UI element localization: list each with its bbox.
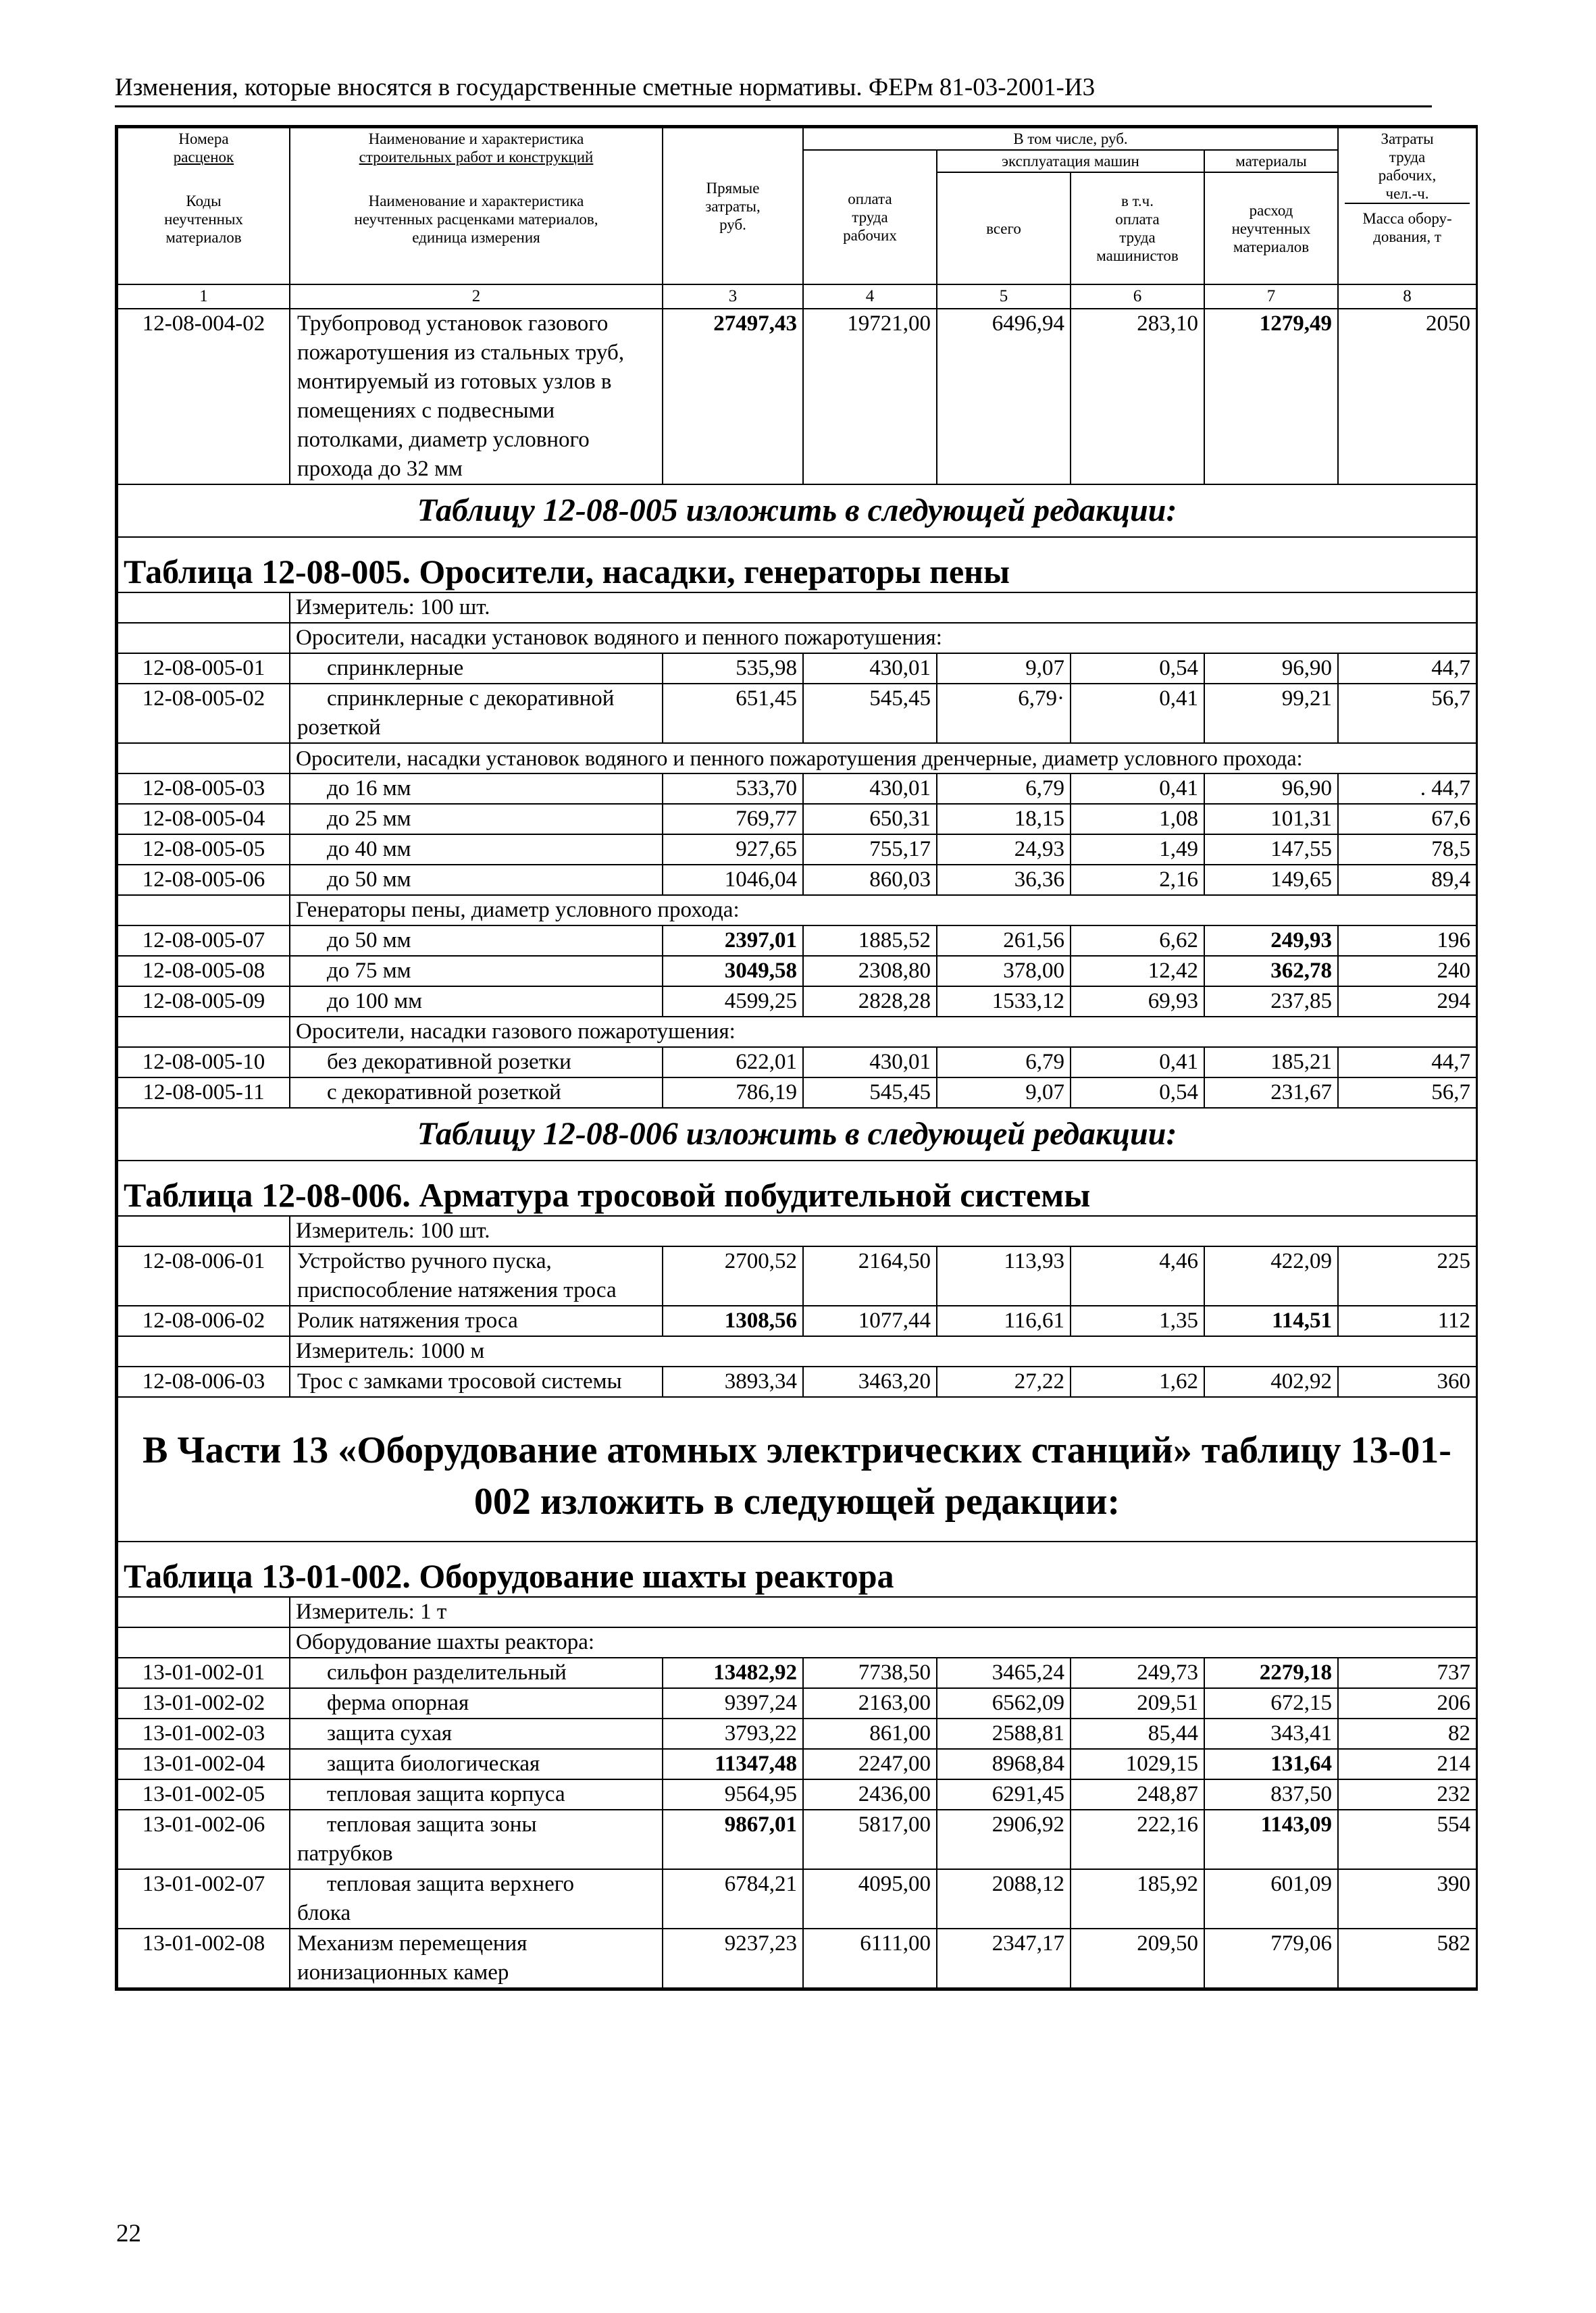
col8-top-line4: чел.-ч. — [1345, 184, 1470, 204]
col6-line1: в т.ч. — [1121, 193, 1154, 209]
labor-pay: 860,03 — [803, 865, 937, 895]
table-row — [118, 653, 1476, 684]
row-name: без декоративной розетки — [290, 1047, 663, 1077]
col1-header — [118, 128, 290, 284]
part-13-instruction — [118, 1397, 1476, 1542]
part-13-line1: В Части 13 «Оборудование атомных электрических станций» таблицу 13-01- — [143, 1429, 1451, 1471]
machines-total: 261,56 — [937, 925, 1071, 956]
table-row — [118, 684, 1476, 743]
col7-line2: неучтенных — [1231, 220, 1311, 237]
col2-bot-line3: единица измерения — [412, 229, 540, 246]
direct-costs: 3049,58 — [663, 956, 803, 986]
row-name-line: Устройство ручного пуска, — [297, 1249, 552, 1273]
unit-006-1: Измеритель: 100 шт. — [290, 1216, 1476, 1246]
row-code: 12-08-005-04 — [118, 804, 290, 834]
row-name-line: блока — [297, 1901, 351, 1925]
direct-costs: 2700,52 — [663, 1246, 803, 1306]
col2-header — [290, 128, 663, 284]
materials: 114,51 — [1204, 1306, 1338, 1336]
table-row — [118, 1929, 1476, 1988]
labor-pay: 1885,52 — [803, 925, 937, 956]
row-name: защита сухая — [290, 1719, 663, 1749]
table-row — [118, 1047, 1476, 1077]
direct-costs: 9867,01 — [663, 1810, 803, 1869]
col7-line3: материалов — [1233, 238, 1310, 255]
machines-total: 3465,24 — [937, 1658, 1071, 1688]
row-code: 12-08-005-03 — [118, 773, 290, 804]
col1-bot-line1: Коды — [186, 193, 222, 209]
row-name: до 75 мм — [290, 956, 663, 986]
row-name-line: пожаротушения из стальных труб, — [297, 340, 625, 365]
row-code: 13-01-002-08 — [118, 1929, 290, 1988]
row-name-line: потолками, диаметр условного — [297, 428, 590, 452]
materials: 1279,49 — [1204, 309, 1338, 484]
table-006-title: Таблица 12-08-006. Арматура тросовой побудительной системы — [118, 1161, 1476, 1216]
row-name: до 50 мм — [290, 925, 663, 956]
col-number-7: 7 — [1204, 284, 1338, 309]
col3-line3: руб. — [719, 215, 746, 233]
column-number-row — [118, 284, 1476, 309]
col1-top-line2: расценок — [173, 149, 234, 166]
row-name-line: патрубков — [297, 1841, 393, 1866]
labor-hours: 390 — [1338, 1869, 1476, 1929]
machines-total: 2588,81 — [937, 1719, 1071, 1749]
machinist-pay: 1029,15 — [1071, 1749, 1204, 1779]
materials: 96,90 — [1204, 773, 1338, 804]
col8-top-line1: Затраты — [1381, 130, 1434, 147]
row-name — [290, 1869, 663, 1929]
table-row — [118, 1306, 1476, 1336]
labor-hours: 232 — [1338, 1779, 1476, 1810]
materials: 149,65 — [1204, 865, 1338, 895]
col6-line3: труда — [1119, 229, 1156, 246]
direct-costs: 2397,01 — [663, 925, 803, 956]
row-name-line: Трубопровод установок газового — [297, 311, 609, 336]
machines-total: 6496,94 — [937, 309, 1071, 484]
part-13-line2: 002 изложить в следующей редакции: — [473, 1481, 1121, 1523]
direct-costs: 533,70 — [663, 773, 803, 804]
col8-top-line3: рабочих, — [1378, 167, 1437, 184]
labor-hours: 56,7 — [1338, 1077, 1476, 1108]
instruction-005: Таблицу 12-08-005 изложить в следующей редакции: — [118, 484, 1476, 537]
direct-costs: 3793,22 — [663, 1719, 803, 1749]
row-name-line: помещениях с подвесными — [297, 399, 555, 423]
direct-costs: 1308,56 — [663, 1306, 803, 1336]
machines-total: 9,07 — [937, 1077, 1071, 1108]
row-code: 12-08-005-01 — [118, 653, 290, 684]
machinist-pay: 0,41 — [1071, 1047, 1204, 1077]
row-code: 12-08-006-03 — [118, 1367, 290, 1397]
machines-total: 2088,12 — [937, 1869, 1071, 1929]
row-code: 13-01-002-05 — [118, 1779, 290, 1810]
machinist-pay: 209,50 — [1071, 1929, 1204, 1988]
machinist-pay: 0,41 — [1071, 684, 1204, 743]
machinist-pay: 1,35 — [1071, 1306, 1204, 1336]
row-code: 12-08-006-02 — [118, 1306, 290, 1336]
col5-header: всего — [937, 172, 1071, 284]
materials: 249,93 — [1204, 925, 1338, 956]
direct-costs: 1046,04 — [663, 865, 803, 895]
section-005-1: Оросители, насадки установок водяного и пенного пожаротушения: — [290, 623, 1476, 653]
row-name: сильфон разделительный — [290, 1658, 663, 1688]
direct-costs: 9397,24 — [663, 1688, 803, 1719]
direct-costs: 9237,23 — [663, 1929, 803, 1988]
row-name-line: прохода до 32 мм — [297, 457, 463, 481]
col8-bot-line1: Масса обору- — [1362, 210, 1452, 227]
row-code: 12-08-004-02 — [118, 309, 290, 484]
direct-costs: 4599,25 — [663, 986, 803, 1017]
estimate-table — [115, 125, 1478, 1991]
machinist-pay: 283,10 — [1071, 309, 1204, 484]
row-code: 12-08-005-11 — [118, 1077, 290, 1108]
machinist-pay: 0,41 — [1071, 773, 1204, 804]
labor-pay: 1077,44 — [803, 1306, 937, 1336]
labor-pay: 545,45 — [803, 1077, 937, 1108]
row-name — [290, 684, 663, 743]
materials: 99,21 — [1204, 684, 1338, 743]
row-code: 13-01-002-03 — [118, 1719, 290, 1749]
labor-pay: 6111,00 — [803, 1929, 937, 1988]
labor-hours: 206 — [1338, 1688, 1476, 1719]
machines-total: 6,79 — [937, 773, 1071, 804]
machines-total: 2347,17 — [937, 1929, 1071, 1988]
machines-total: 378,00 — [937, 956, 1071, 986]
machinist-pay: 69,93 — [1071, 986, 1204, 1017]
row-code: 13-01-002-04 — [118, 1749, 290, 1779]
table-row — [118, 1688, 1476, 1719]
materials: 231,67 — [1204, 1077, 1338, 1108]
labor-pay: 2828,28 — [803, 986, 937, 1017]
col8-bot-line2: дования, т — [1373, 228, 1441, 245]
direct-costs: 769,77 — [663, 804, 803, 834]
row-code: 12-08-005-08 — [118, 956, 290, 986]
column-header-row-1 — [118, 128, 1476, 150]
table-row — [118, 956, 1476, 986]
machinist-pay: 222,16 — [1071, 1810, 1204, 1869]
materials: 779,06 — [1204, 1929, 1338, 1988]
direct-costs: 927,65 — [663, 834, 803, 865]
labor-hours: 112 — [1338, 1306, 1476, 1336]
machinist-pay: 209,51 — [1071, 1688, 1204, 1719]
materials: 1143,09 — [1204, 1810, 1338, 1869]
labor-pay: 755,17 — [803, 834, 937, 865]
materials: 601,09 — [1204, 1869, 1338, 1929]
col-number-6: 6 — [1071, 284, 1204, 309]
labor-hours: 214 — [1338, 1749, 1476, 1779]
table-row — [118, 1719, 1476, 1749]
labor-hours: 737 — [1338, 1658, 1476, 1688]
direct-costs: 651,45 — [663, 684, 803, 743]
machines-total: 6291,45 — [937, 1779, 1071, 1810]
col4-header — [803, 150, 937, 284]
machinist-pay: 0,54 — [1071, 1077, 1204, 1108]
row-code: 13-01-002-01 — [118, 1658, 290, 1688]
row-code: 12-08-005-02 — [118, 684, 290, 743]
labor-hours: 82 — [1338, 1719, 1476, 1749]
machines-total: 6562,09 — [937, 1688, 1071, 1719]
row-code: 12-08-005-10 — [118, 1047, 290, 1077]
row-code: 12-08-005-09 — [118, 986, 290, 1017]
row-name-line: тепловая защита верхнего — [327, 1872, 574, 1896]
labor-pay: 650,31 — [803, 804, 937, 834]
col3-line1: Прямые — [706, 179, 760, 197]
col-number-3: 3 — [663, 284, 803, 309]
row-name: с декоративной розеткой — [290, 1077, 663, 1108]
labor-hours: 44,7 — [1338, 1047, 1476, 1077]
labor-hours: 360 — [1338, 1367, 1476, 1397]
page-header: Изменения, которые вносятся в государственные сметные нормативы. ФЕРм 81-03-2001-И3 — [115, 73, 1432, 107]
labor-pay: 2247,00 — [803, 1749, 937, 1779]
direct-costs: 13482,92 — [663, 1658, 803, 1688]
materials: 402,92 — [1204, 1367, 1338, 1397]
unit-006-2: Измеритель: 1000 м — [290, 1336, 1476, 1367]
labor-pay: 7738,50 — [803, 1658, 937, 1688]
unit-005: Измеритель: 100 шт. — [290, 592, 1476, 623]
machines-total: 116,61 — [937, 1306, 1071, 1336]
group-materials-header: материалы — [1204, 150, 1338, 172]
col7-line1: расход — [1249, 201, 1293, 219]
labor-pay: 430,01 — [803, 653, 937, 684]
labor-hours: 56,7 — [1338, 684, 1476, 743]
materials: 131,64 — [1204, 1749, 1338, 1779]
materials: 96,90 — [1204, 653, 1338, 684]
row-code: 13-01-002-06 — [118, 1810, 290, 1869]
machines-total: 6,79 — [937, 1047, 1071, 1077]
machinist-pay: 2,16 — [1071, 865, 1204, 895]
row-name-line: приспособление натяжения троса — [297, 1278, 617, 1302]
unit-13: Измеритель: 1 т — [290, 1597, 1476, 1627]
row-code: 12-08-005-07 — [118, 925, 290, 956]
group-machines-header: эксплуатация машин — [937, 150, 1204, 172]
machines-total: 1533,12 — [937, 986, 1071, 1017]
col-number-8: 8 — [1338, 284, 1476, 309]
machines-total: 6,79· — [937, 684, 1071, 743]
col-number-5: 5 — [937, 284, 1071, 309]
col1-bot-line2: неучтенных — [164, 211, 243, 228]
row-name: Трос с замками тросовой системы — [290, 1367, 663, 1397]
row-name: Ролик натяжения троса — [290, 1306, 663, 1336]
labor-hours: 294 — [1338, 986, 1476, 1017]
machinist-pay: 1,62 — [1071, 1367, 1204, 1397]
table-row — [118, 773, 1476, 804]
materials: 837,50 — [1204, 1779, 1338, 1810]
labor-hours: 554 — [1338, 1810, 1476, 1869]
col2-top-line2: строительных работ и конструкций — [359, 149, 594, 166]
machines-total: 24,93 — [937, 834, 1071, 865]
machinist-pay: 1,08 — [1071, 804, 1204, 834]
table-row — [118, 309, 1476, 484]
row-name-line: ионизационных камер — [297, 1960, 509, 1985]
materials: 237,85 — [1204, 986, 1338, 1017]
labor-hours: 582 — [1338, 1929, 1476, 1988]
materials: 147,55 — [1204, 834, 1338, 865]
labor-pay: 5817,00 — [803, 1810, 937, 1869]
row-name: до 100 мм — [290, 986, 663, 1017]
machinist-pay: 1,49 — [1071, 834, 1204, 865]
col-number-2: 2 — [290, 284, 663, 309]
machines-total: 2906,92 — [937, 1810, 1071, 1869]
col6-line4: машинистов — [1096, 247, 1179, 264]
direct-costs: 3893,34 — [663, 1367, 803, 1397]
labor-pay: 430,01 — [803, 773, 937, 804]
row-code: 13-01-002-02 — [118, 1688, 290, 1719]
col-number-1: 1 — [118, 284, 290, 309]
machinist-pay: 248,87 — [1071, 1779, 1204, 1810]
section-13-1: Оборудование шахты реактора: — [290, 1627, 1476, 1658]
labor-hours: 196 — [1338, 925, 1476, 956]
machinist-pay: 12,42 — [1071, 956, 1204, 986]
section-005-2: Оросители, насадки установок водяного и пенного пожаротушения дренчерные, диаметр условного прохода: — [290, 743, 1476, 773]
col-number-4: 4 — [803, 284, 937, 309]
direct-costs: 6784,21 — [663, 1869, 803, 1929]
direct-costs: 11347,48 — [663, 1749, 803, 1779]
labor-pay: 2436,00 — [803, 1779, 937, 1810]
table-row — [118, 1869, 1476, 1929]
row-name — [290, 309, 663, 484]
col1-bot-line3: материалов — [165, 229, 242, 246]
table-row — [118, 804, 1476, 834]
labor-pay: 2163,00 — [803, 1688, 937, 1719]
machines-total: 36,36 — [937, 865, 1071, 895]
labor-hours: . 44,7 — [1338, 773, 1476, 804]
col6-line2: оплата — [1115, 211, 1160, 228]
col3-line2: затраты, — [705, 197, 761, 215]
machinist-pay: 249,73 — [1071, 1658, 1204, 1688]
col6-header — [1071, 172, 1204, 284]
machinist-pay: 85,44 — [1071, 1719, 1204, 1749]
col3-header — [663, 128, 803, 284]
col2-bot-line1: Наименование и характеристика — [368, 193, 584, 209]
col2-bot-line2: неучтенных расценками материалов, — [354, 211, 598, 228]
table-row — [118, 1779, 1476, 1810]
col1-top-line1: Номера — [178, 130, 229, 147]
labor-pay: 545,45 — [803, 684, 937, 743]
row-name-line: Механизм перемещения — [297, 1931, 527, 1956]
labor-hours: 44,7 — [1338, 653, 1476, 684]
row-name: тепловая защита корпуса — [290, 1779, 663, 1810]
materials: 185,21 — [1204, 1047, 1338, 1077]
row-name: до 50 мм — [290, 865, 663, 895]
labor-pay: 861,00 — [803, 1719, 937, 1749]
machines-total: 9,07 — [937, 653, 1071, 684]
table-row — [118, 925, 1476, 956]
labor-pay: 2164,50 — [803, 1246, 937, 1306]
section-005-3: Генераторы пены, диаметр условного прохода: — [290, 895, 1476, 925]
instruction-006: Таблицу 12-08-006 изложить в следующей редакции: — [118, 1108, 1476, 1161]
machines-total: 8968,84 — [937, 1749, 1071, 1779]
col4-line2: труда — [852, 209, 888, 226]
materials: 422,09 — [1204, 1246, 1338, 1306]
labor-pay: 4095,00 — [803, 1869, 937, 1929]
machines-total: 113,93 — [937, 1246, 1071, 1306]
machines-total: 27,22 — [937, 1367, 1071, 1397]
group-total-header: В том числе, руб. — [803, 128, 1338, 150]
row-name: до 16 мм — [290, 773, 663, 804]
section-005-4: Оросители, насадки газового пожаротушения: — [290, 1017, 1476, 1047]
machinist-pay: 185,92 — [1071, 1869, 1204, 1929]
table-row — [118, 1810, 1476, 1869]
col8-top-line2: труда — [1389, 149, 1426, 166]
row-name — [290, 1246, 663, 1306]
row-name: ферма опорная — [290, 1688, 663, 1719]
row-code: 13-01-002-07 — [118, 1869, 290, 1929]
labor-pay: 19721,00 — [803, 309, 937, 484]
row-name-line: спринклерные с декоративной — [327, 686, 615, 711]
materials: 2279,18 — [1204, 1658, 1338, 1688]
table-row — [118, 1367, 1476, 1397]
labor-hours: 240 — [1338, 956, 1476, 986]
row-code: 12-08-005-06 — [118, 865, 290, 895]
direct-costs: 535,98 — [663, 653, 803, 684]
machinist-pay: 4,46 — [1071, 1246, 1204, 1306]
direct-costs: 9564,95 — [663, 1779, 803, 1810]
row-name-line: тепловая защита зоны — [327, 1812, 537, 1837]
row-name: спринклерные — [290, 653, 663, 684]
materials: 101,31 — [1204, 804, 1338, 834]
page-number: 22 — [116, 2220, 141, 2247]
machinist-pay: 6,62 — [1071, 925, 1204, 956]
table-row — [118, 834, 1476, 865]
labor-pay: 430,01 — [803, 1047, 937, 1077]
direct-costs: 622,01 — [663, 1047, 803, 1077]
row-code: 12-08-006-01 — [118, 1246, 290, 1306]
labor-pay: 3463,20 — [803, 1367, 937, 1397]
col2-top-line1: Наименование и характеристика — [368, 130, 584, 147]
row-name-line: розеткой — [297, 715, 381, 740]
materials: 343,41 — [1204, 1719, 1338, 1749]
table-row — [118, 1658, 1476, 1688]
materials: 362,78 — [1204, 956, 1338, 986]
row-name: защита биологическая — [290, 1749, 663, 1779]
direct-costs: 786,19 — [663, 1077, 803, 1108]
labor-pay: 2308,80 — [803, 956, 937, 986]
row-name: до 25 мм — [290, 804, 663, 834]
table-row — [118, 1749, 1476, 1779]
row-name: до 40 мм — [290, 834, 663, 865]
row-name — [290, 1929, 663, 1988]
labor-hours: 2050 — [1338, 309, 1476, 484]
labor-hours: 89,4 — [1338, 865, 1476, 895]
labor-hours: 67,6 — [1338, 804, 1476, 834]
row-name-line: монтируемый из готовых узлов в — [297, 370, 612, 394]
machinist-pay: 0,54 — [1071, 653, 1204, 684]
col8-header — [1338, 128, 1476, 284]
table-row — [118, 865, 1476, 895]
table-row — [118, 986, 1476, 1017]
table-13-title: Таблица 13-01-002. Оборудование шахты реактора — [118, 1542, 1476, 1597]
col7-header — [1204, 172, 1338, 284]
table-row — [118, 1246, 1476, 1306]
machines-total: 18,15 — [937, 804, 1071, 834]
table-005-title: Таблица 12-08-005. Оросители, насадки, генераторы пены — [118, 537, 1476, 592]
row-code: 12-08-005-05 — [118, 834, 290, 865]
labor-hours: 225 — [1338, 1246, 1476, 1306]
labor-hours: 78,5 — [1338, 834, 1476, 865]
col4-line1: оплата — [848, 190, 892, 207]
direct-costs: 27497,43 — [663, 309, 803, 484]
row-name — [290, 1810, 663, 1869]
col4-line3: рабочих — [843, 227, 897, 244]
table-row — [118, 1077, 1476, 1108]
materials: 672,15 — [1204, 1688, 1338, 1719]
